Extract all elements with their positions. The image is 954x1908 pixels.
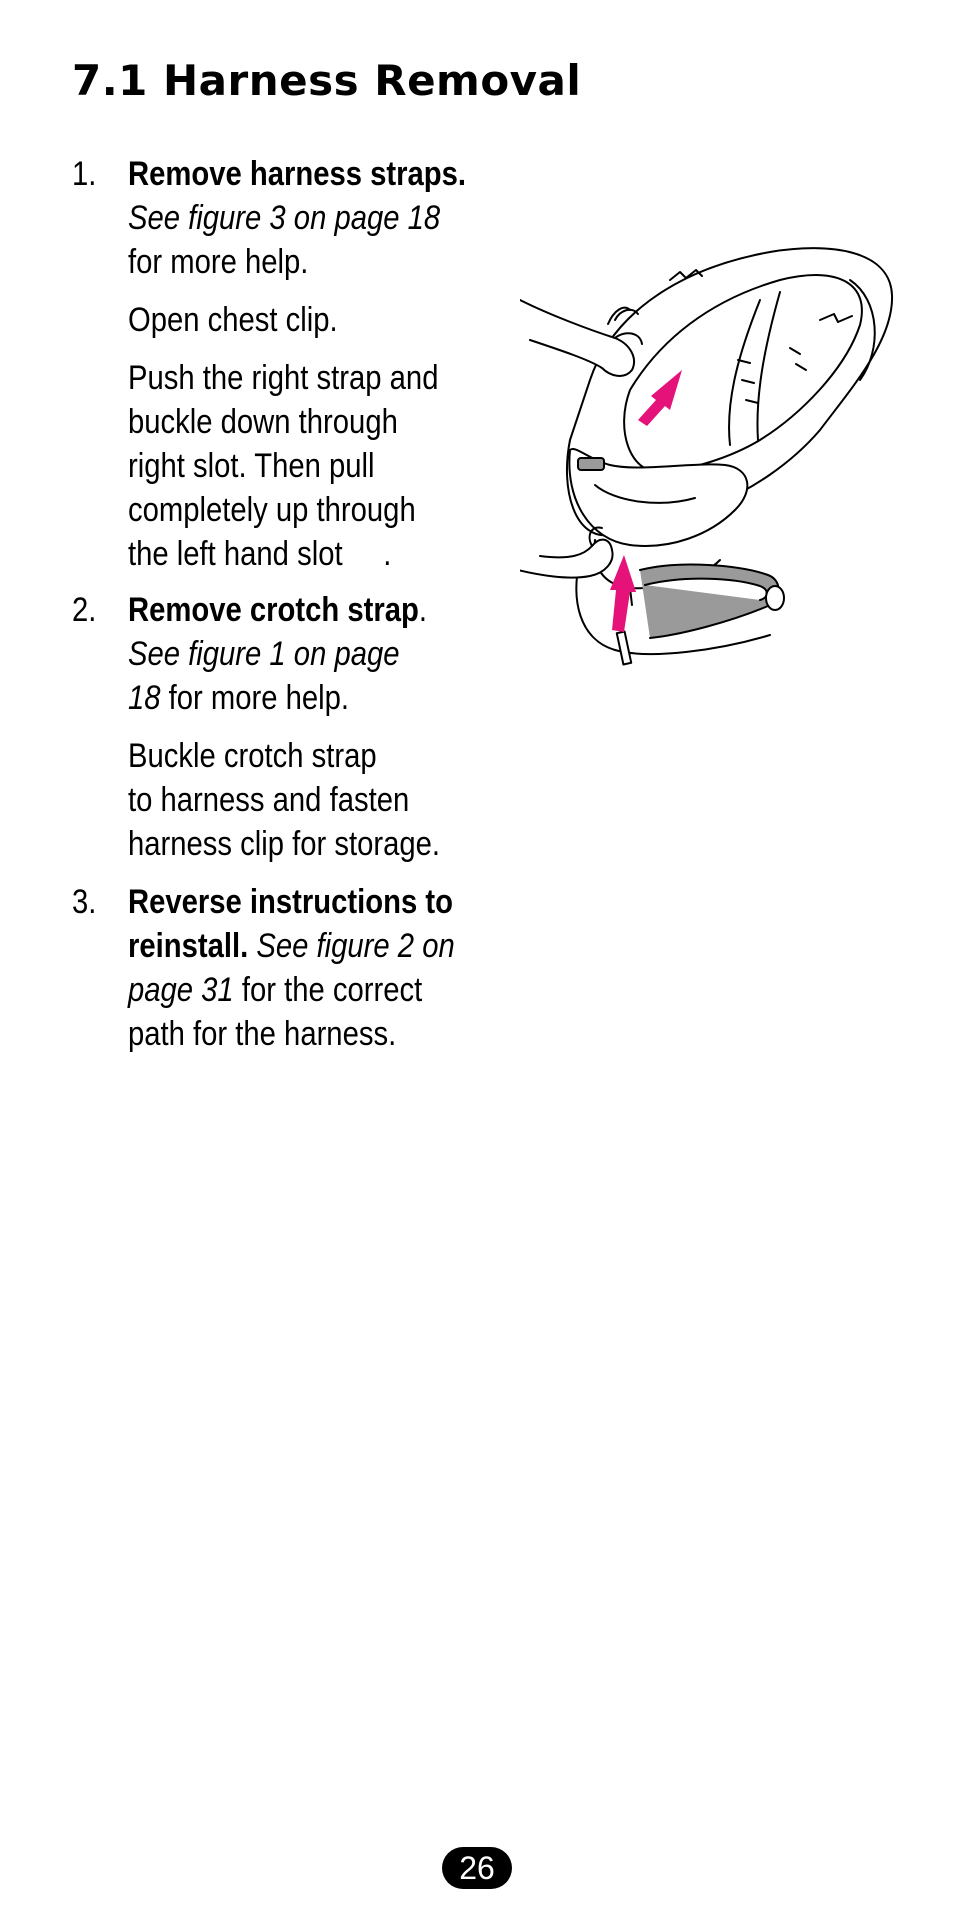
step-body (128, 588, 588, 880)
figure-reference: See figure 1 on page (128, 635, 400, 673)
arrow-up-icon (610, 555, 636, 632)
step-body (128, 152, 588, 590)
step-heading-block (128, 880, 575, 1056)
text-line: to harness and fasten (128, 781, 410, 819)
figure-reference-page: page 31 (128, 971, 234, 1009)
text-line: Push the right strap and (128, 359, 439, 397)
crotch-strap-loop (640, 565, 779, 638)
help-text: for the correct (233, 971, 423, 1009)
text-line: Open chest clip. (128, 301, 338, 339)
step-heading-cont: reinstall. (128, 927, 249, 965)
figure-reference-page: 18 (128, 679, 161, 717)
help-text: for more help. (160, 679, 350, 717)
step-number: 3. (72, 883, 97, 921)
step-heading-block (128, 152, 575, 284)
page-number-badge: 26 (442, 1847, 512, 1889)
step-heading: Remove crotch strap (128, 591, 419, 629)
page-title: 7.1 Harness Removal (72, 56, 582, 105)
instruction-paragraph (128, 298, 575, 342)
text-line: the left hand slot . (128, 535, 392, 573)
car-seat-harness-illustration (520, 240, 900, 670)
figure-reference: See figure 2 on (248, 927, 455, 965)
text-line: harness clip for storage. (128, 825, 441, 863)
heading-punctuation: . (418, 591, 428, 629)
text-line: buckle down through (128, 403, 398, 441)
step-number: 2. (72, 591, 97, 629)
help-text: for more help. (128, 243, 309, 281)
figure-reference: See figure 3 on page 18 (128, 199, 441, 237)
bottom-hand (520, 540, 613, 578)
instruction-paragraph (128, 734, 575, 866)
step-heading: Reverse instructions to (128, 883, 453, 921)
text-line: completely up through (128, 491, 416, 529)
help-text: path for the harness. (128, 1015, 397, 1053)
step-heading: Remove harness straps. (128, 155, 467, 193)
text-line: Buckle crotch strap (128, 737, 377, 775)
step-number: 1. (72, 155, 97, 193)
text-line: right slot. Then pull (128, 447, 375, 485)
instruction-paragraph (128, 356, 575, 576)
step-heading-block (128, 588, 575, 720)
step-body (128, 880, 588, 1070)
